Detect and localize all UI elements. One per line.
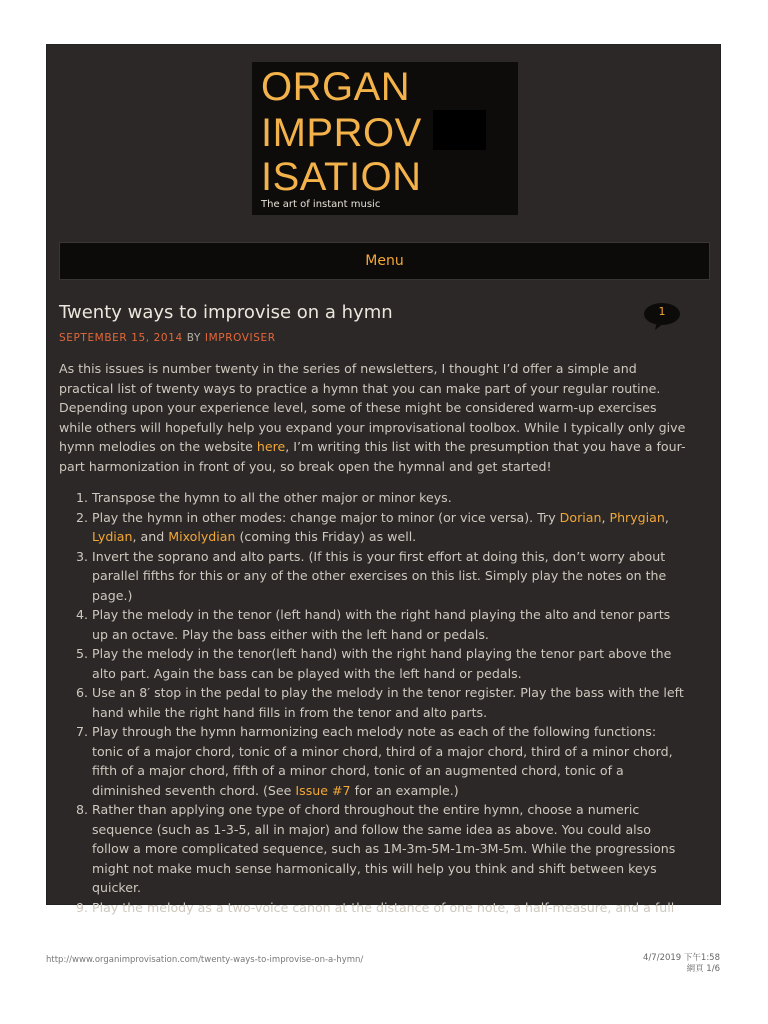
list-item-text: (coming this Friday) as well.: [235, 529, 417, 544]
post-title[interactable]: Twenty ways to improvise on a hymn: [59, 302, 393, 323]
post-by-label: BY: [182, 332, 205, 344]
logo-black-block: [433, 110, 486, 150]
list-item: 5. Play the melody in the tenor(left hand) with the right hand playing the tenor part above the alto part. Again the bass can be played with the left hand or pedals.: [92, 644, 689, 683]
post-author-link[interactable]: IMPROVISER: [204, 332, 276, 344]
post-date-link[interactable]: SEPTEMBER 15, 2014: [59, 332, 183, 344]
list-item-text: Play the hymn in other modes: change major to minor (or vice versa). Try: [92, 509, 560, 525]
footer-print-info: [600, 953, 720, 975]
logo-line-3: ISATION: [261, 155, 422, 199]
list-item-text: ,: [601, 509, 610, 525]
phrygian-link[interactable]: Phrygian: [609, 509, 665, 525]
comment-count-bubble[interactable]: [643, 302, 681, 328]
list-item-text: Play through the hymn harmonizing each melody note as each of the following functions: tonic of a major chord, tonic of a minor chord, third of a major chord, third of a minor chord, fifth of a major chord, fifth of a minor chord, tonic of an augmented chord, tonic of a diminished seventh chord. (See: [92, 724, 673, 798]
list-item: 1. Transpose the hymn to all the other major or minor keys.: [92, 488, 689, 508]
intro-paragraph: [59, 359, 689, 476]
list-item: [92, 722, 689, 800]
list-item-text: ,: [664, 509, 669, 525]
issue-7-link[interactable]: Issue #7: [295, 782, 351, 798]
mixolydian-link[interactable]: Mixolydian: [168, 529, 236, 544]
list-item: [92, 508, 689, 547]
footer-datetime: 4/7/2019 下午1:58: [643, 953, 720, 963]
site-logo[interactable]: [252, 62, 518, 215]
comment-count: 1: [658, 305, 666, 318]
intro-text-1: As this issues is number twenty in the series of newsletters, I thought I’d offer a simple and practical list of twenty ways to practice a hymn that you can make part of your regular routine. Depending upon your experience level, some of these might be considered warm-up exercises while others will hopefully help you expand your improvisational toolbox. While I typically only give hymn melodies on the website: [59, 361, 686, 454]
list-item: 6. Use an 8′ stop in the pedal to play the melody in the tenor register. Play the bass with the left hand while the right hand fills in from the tenor and alto parts.: [92, 683, 689, 722]
logo-tagline: The art of instant music: [261, 199, 381, 210]
post-content: [59, 359, 689, 917]
footer-page-number: 網頁 1/6: [686, 964, 720, 974]
post-meta: [59, 332, 276, 344]
logo-line-2: IMPROV: [261, 111, 422, 155]
exercise-list: [59, 488, 689, 917]
list-item: 8. Rather than applying one type of chord throughout the entire hymn, choose a numeric sequence (such as 1-3-5, all in major) and follow the same idea as above. You could also follow a more complicated sequence, such as 1M-3m-5M-1m-3M-5m. While the progressions might not make much sense harmonically, this will help you think and shift between keys quicker.: [92, 800, 689, 898]
lydian-link[interactable]: Lydian: [92, 529, 133, 544]
list-item: 4. Play the melody in the tenor (left hand) with the right hand playing the alto and tenor parts up an octave. Play the bass either with the left hand or pedals.: [92, 605, 689, 644]
list-item: 3. Invert the soprano and alto parts. (If this is your first effort at doing this, don’t worry about parallel fifths for this or any of the other exercises on this list. Simply play the notes on the page.): [92, 547, 689, 606]
here-link[interactable]: here: [256, 439, 286, 454]
logo-line-1: ORGAN: [261, 65, 411, 109]
footer-url: http://www.organimprovisation.com/twenty-ways-to-improvise-on-a-hymn/: [46, 955, 364, 965]
menu-button[interactable]: Menu: [59, 242, 710, 280]
list-item-text: for an example.): [350, 782, 459, 798]
dorian-link[interactable]: Dorian: [559, 509, 602, 525]
page-container: [46, 44, 721, 915]
list-item: 9. Play the melody as a two-voice canon at the distance of one note, a half-measure, and a full: [92, 898, 689, 918]
intro-text-2: , I’m writing this list with the presumption that you have a four-part harmonization in front of you, so break open the hymnal and get started!: [59, 439, 686, 474]
list-item-text: , and: [132, 529, 169, 544]
